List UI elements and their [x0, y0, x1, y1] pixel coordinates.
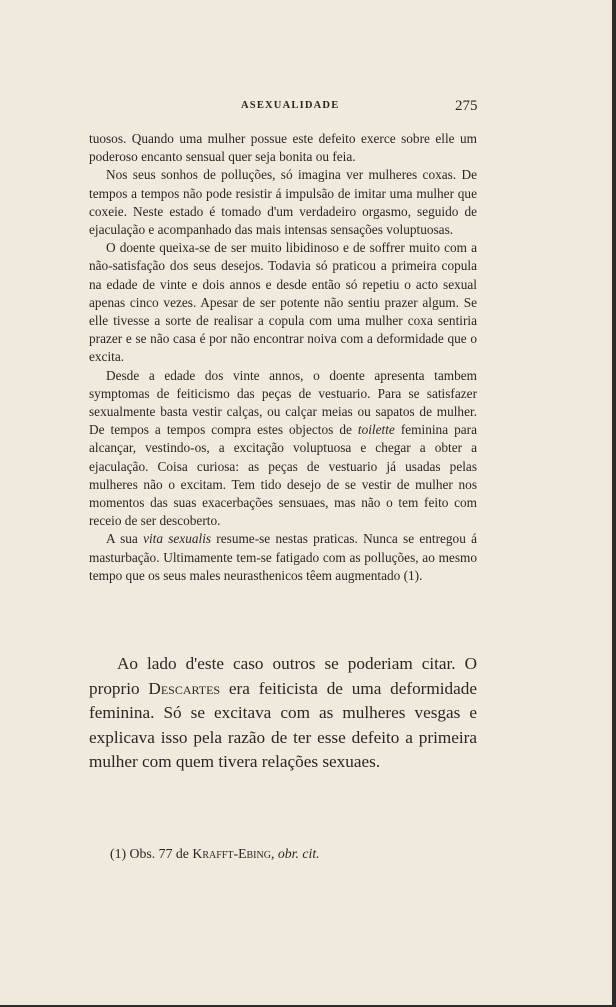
- page-header: [0, 98, 616, 118]
- paragraph: tuosos. Quando uma mulher possue este defeito exerce sobre elle um poderoso encanto sensual quer seja bonita ou feia.: [89, 131, 477, 165]
- paragraph: [89, 530, 477, 585]
- text-run: Ao lado d'este caso outros se poderiam citar. O proprio: [89, 654, 477, 698]
- author-name: Descartes: [148, 678, 221, 698]
- paragraph: O doente queixa-se de ser muito libidinoso e de soffrer muito com a não-satisfação dos seus desejos. Todavia só praticou a primeira copula na edade de vinte e dois annos e desde então só repetiu o acto sexual apenas cinco vezes. Apesar de ser potente não sentiu prazer algum. Se elle tivesse a sorte de realisar a copula com uma mulher coxa sentiria prazer e se não casa é por não encontrar noiva com a deformidade que o excita.: [89, 240, 477, 365]
- italic-term: toilette: [357, 422, 395, 438]
- footnote-reference: obr. cit.: [277, 846, 320, 861]
- paragraph: [89, 367, 477, 531]
- footnote: [110, 846, 480, 862]
- italic-term: vita sexualis: [143, 531, 212, 547]
- text-run: feminina para alcançar, vestindo-os, a excitação voluptuosa e chegar a obter a ejaculação. Coisa curiosa: as peças de vestuario já usadas pelas mulheres não o excitam. Tem tido desejo de se vestir de mulher nos momentos das suas exacerbações sensuaes, mas não o tem feito com receio de ser descoberto.: [89, 422, 477, 529]
- page-number: 275: [455, 98, 478, 114]
- main-text: [89, 652, 477, 775]
- case-description: [89, 130, 477, 585]
- text-run: Desde a edade dos vinte annos, o doente apresenta tambem symptomas de feiticismo das peças de vestuario. Para se satisfazer sexualmente basta vestir calças, ou calçar meias ou sapatos de mulher. De tempos a tempos compra estes objectos de: [89, 367, 477, 438]
- text-run: resume-se nestas praticas. Nunca se entregou á masturbação. Ultimamente tem-se fatigado com as polluções, ao mesmo tempo que os seus males neurasthenicos têem augmentado (1).: [89, 531, 477, 583]
- running-title: ASEXUALIDADE: [241, 100, 340, 111]
- footnote-marker: (1) Obs. 77 de: [110, 846, 193, 861]
- footnote-author: Krafft-Ebing: [192, 846, 271, 861]
- paragraph: Nos seus sonhos de polluções, só imagina ver mulheres coxas. De tempos a tempos não pode resistir á impulsão de imitar uma mulher que coxeie. Neste estado é tomado d'um verdadeiro orgasmo, seguido de ejaculação e acompanhado das mais intensas sensações voluptuosas.: [89, 167, 477, 238]
- footnote-separator: ,: [270, 846, 278, 861]
- paragraph: [89, 652, 477, 775]
- text-run: era feiticista de uma deformidade feminina. Só se excitava com as mulheres vesgas e explicava isso pela razão de ter esse defeito a primeira mulher com quem tivera relações sexuaes.: [89, 678, 477, 772]
- text-run: A sua: [106, 531, 144, 547]
